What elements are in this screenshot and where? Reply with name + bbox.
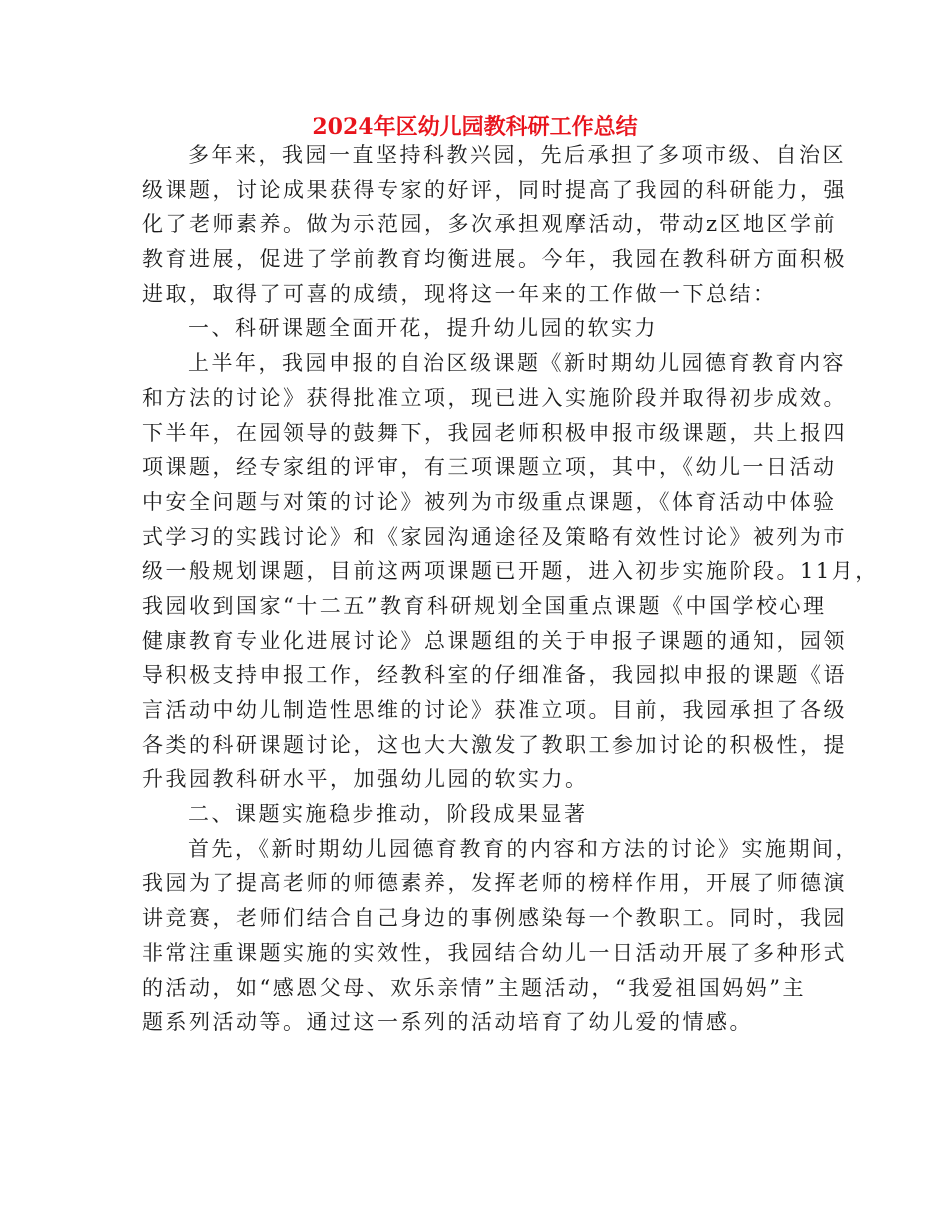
text-line: 二、课题实施稳步推动，阶段成果显著 bbox=[188, 802, 588, 827]
text-line: 健康教育专业化进展讨论》总课题组的关于申报子课题的通知，园领 bbox=[142, 628, 847, 653]
text-line: 题系列活动等。通过这一系列的活动培育了幼儿爱的情感。 bbox=[142, 1010, 753, 1035]
text-line: 我园收到国家“十二五”教育科研规划全国重点课题《中国学校心理 bbox=[142, 593, 827, 618]
document-body bbox=[142, 138, 879, 1040]
text-line: 首先，《新时期幼儿园德育教育的内容和方法的讨论》实施期间， bbox=[188, 836, 859, 861]
text-line: 化了老师素养。做为示范园，多次承担观摩活动，带动z区地区学前 bbox=[142, 212, 838, 237]
text-line: 各类的科研课题讨论，这也大大激发了教职工参加讨论的积极性，提 bbox=[142, 732, 847, 757]
text-line: 我园为了提高老师的师德素养，发挥老师的榜样作用，开展了师德演 bbox=[142, 871, 847, 896]
text-line: 一、科研课题全面开花，提升幼儿园的软实力 bbox=[188, 316, 658, 341]
text-line: 项课题，经专家组的评审，有三项课题立项，其中，《幼儿一日活动 bbox=[142, 455, 837, 480]
text-line: 和方法的讨论》获得批准立项，现已进入实施阶段并取得初步成效。 bbox=[142, 385, 847, 410]
text-line: 的活动，如“感恩父母、欢乐亲情”主题活动，“我爱祖国妈妈”主 bbox=[142, 975, 806, 1000]
text-line: 级一般规划课题，目前这两项课题已开题，进入初步实施阶段。11月， bbox=[142, 559, 879, 584]
text-line: 言活动中幼儿制造性思维的讨论》获准立项。目前，我园承担了各级 bbox=[142, 698, 847, 722]
text-line: 下半年，在园领导的鼓舞下，我园老师积极申报市级课题，共上报四 bbox=[142, 420, 847, 445]
text-line: 多年来，我园一直坚持科教兴园，先后承担了多项市级、自治区 bbox=[188, 143, 846, 167]
text-line: 上半年，我园申报的自治区级课题《新时期幼儿园德育教育内容 bbox=[188, 351, 846, 376]
text-line: 讲竞赛，老师们结合自己身边的事例感染每一个教职工。同时，我园 bbox=[142, 906, 847, 931]
text-line: 教育进展，促进了学前教育均衡进展。今年，我园在教科研方面积极 bbox=[142, 247, 847, 272]
text-line: 级课题，讨论成果获得专家的好评，同时提高了我园的科研能力，强 bbox=[142, 177, 847, 202]
text-line: 导积极支持申报工作，经教科室的仔细准备，我园拟申报的课题《语 bbox=[142, 663, 847, 688]
text-line: 升我园教科研水平，加强幼儿园的软实力。 bbox=[142, 767, 589, 792]
text-line: 非常注重课题实施的实效性，我园结合幼儿一日活动开展了多种形式 bbox=[142, 940, 847, 965]
text-line: 式学习的实践讨论》和《家园沟通途径及策略有效性讨论》被列为市 bbox=[142, 524, 847, 549]
document-title: 2024年区幼儿园教科研工作总结 bbox=[312, 114, 638, 140]
text-line: 进取，取得了可喜的成绩，现将这一年来的工作做一下总结： bbox=[142, 281, 777, 306]
text-line: 中安全问题与对策的讨论》被列为市级重点课题，《体育活动中体验 bbox=[142, 489, 837, 514]
